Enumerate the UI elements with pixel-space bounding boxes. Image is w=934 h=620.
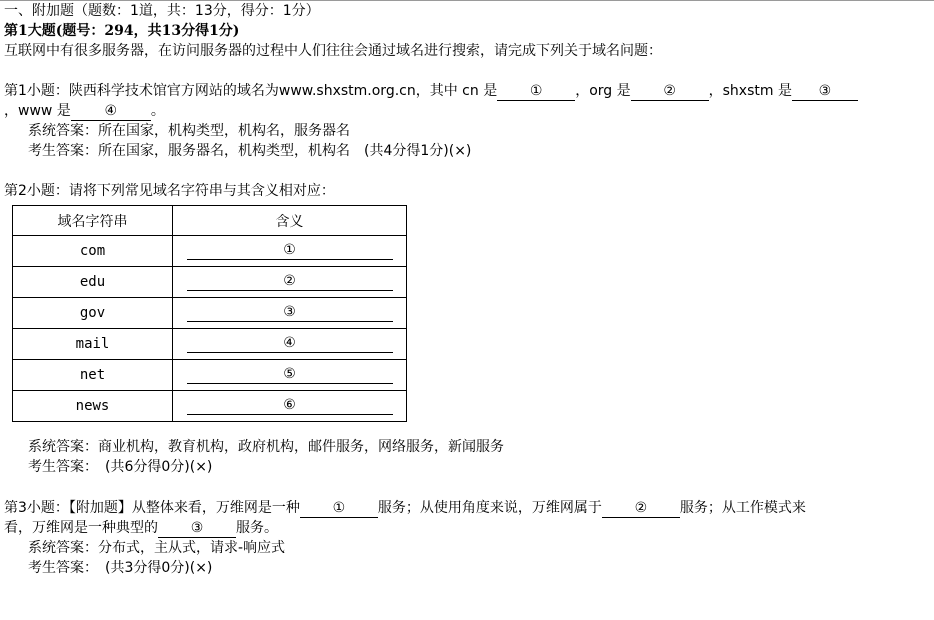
q3-prefix: 第3小题：【附加题】从整体来看，万维网是一种 xyxy=(4,500,300,516)
domain-meaning-table xyxy=(12,205,407,422)
meaning-cell xyxy=(173,267,407,298)
meaning-blank: ③ xyxy=(187,304,393,322)
q2-prompt: 第2小题：请将下列常见域名字符串与其含义相对应： xyxy=(4,183,335,199)
table-row xyxy=(13,236,407,267)
table-header-row xyxy=(13,206,407,236)
q1-line1 xyxy=(4,81,858,101)
domain-cell: edu xyxy=(13,267,173,298)
table-row xyxy=(13,391,407,422)
q1-blank-1: ① xyxy=(497,82,575,101)
q1-prefix: 第1小题：陕西科学技术馆官方网站的域名为www.shxstm.org.cn，其中 cn 是 xyxy=(4,83,498,99)
q3-blank-2: ② xyxy=(602,499,680,518)
q3-mid2: 服务；从工作模式来 xyxy=(679,500,806,516)
q3-line2-suffix: 服务。 xyxy=(236,520,278,536)
meaning-cell xyxy=(173,298,407,329)
q3-system-answer: 系统答案：分布式，主从式，请求-响应式 xyxy=(28,540,286,556)
q1-student-answer: 考生答案：所在国家，服务器名，机构类型，机构名 (共4分得1分)(×) xyxy=(28,143,472,159)
meaning-blank: ⑤ xyxy=(187,366,393,384)
q3-blank-1: ① xyxy=(300,499,378,518)
q1-line2-suffix: 。 xyxy=(150,103,165,119)
meaning-blank: ④ xyxy=(187,335,393,353)
meaning-blank: ① xyxy=(187,242,393,260)
meaning-cell xyxy=(173,391,407,422)
table-row xyxy=(13,298,407,329)
q1-blank-2: ② xyxy=(631,82,709,101)
table-header-domain: 域名字符串 xyxy=(13,206,173,236)
q3-line2 xyxy=(4,518,278,538)
domain-cell: mail xyxy=(13,329,173,360)
table-header-meaning: 含义 xyxy=(173,206,407,236)
meaning-cell xyxy=(173,360,407,391)
table-row xyxy=(13,329,407,360)
q1-blank-3: ③ xyxy=(792,82,858,101)
meaning-cell xyxy=(173,329,407,360)
q1-system-answer: 系统答案：所在国家，机构类型，机构名，服务器名 xyxy=(28,123,350,139)
q2-student-answer: 考生答案： (共6分得0分)(×) xyxy=(28,459,213,475)
domain-cell: news xyxy=(13,391,173,422)
q3-line1 xyxy=(4,498,806,518)
q1-line2 xyxy=(4,101,165,121)
domain-cell: gov xyxy=(13,298,173,329)
q1-line2-prefix: ，www 是 xyxy=(4,103,71,119)
q3-mid1: 服务；从使用角度来说，万维网属于 xyxy=(377,500,602,516)
meaning-cell xyxy=(173,236,407,267)
domain-cell: net xyxy=(13,360,173,391)
domain-cell: com xyxy=(13,236,173,267)
q1-mid2: ，shxstm 是 xyxy=(708,83,792,99)
question-title: 第1大题(题号：294，共13分得1分) xyxy=(4,23,240,39)
section-header: 一、附加题（题数：1道，共：13分，得分：1分） xyxy=(4,3,320,19)
q3-student-answer: 考生答案： (共3分得0分)(×) xyxy=(28,560,213,576)
meaning-blank: ⑥ xyxy=(187,397,393,415)
q1-blank-4: ④ xyxy=(71,102,151,121)
q1-mid1: ，org 是 xyxy=(575,83,631,99)
table-row xyxy=(13,360,407,391)
question-intro: 互联网中有很多服务器，在访问服务器的过程中人们往往会通过域名进行搜索，请完成下列关于域名问题： xyxy=(4,43,662,59)
table-row xyxy=(13,267,407,298)
q2-system-answer: 系统答案：商业机构，教育机构，政府机构，邮件服务，网络服务，新闻服务 xyxy=(28,439,504,455)
meaning-blank: ② xyxy=(187,273,393,291)
q3-blank-3: ③ xyxy=(158,519,236,538)
q3-line2-prefix: 看，万维网是一种典型的 xyxy=(4,520,158,536)
